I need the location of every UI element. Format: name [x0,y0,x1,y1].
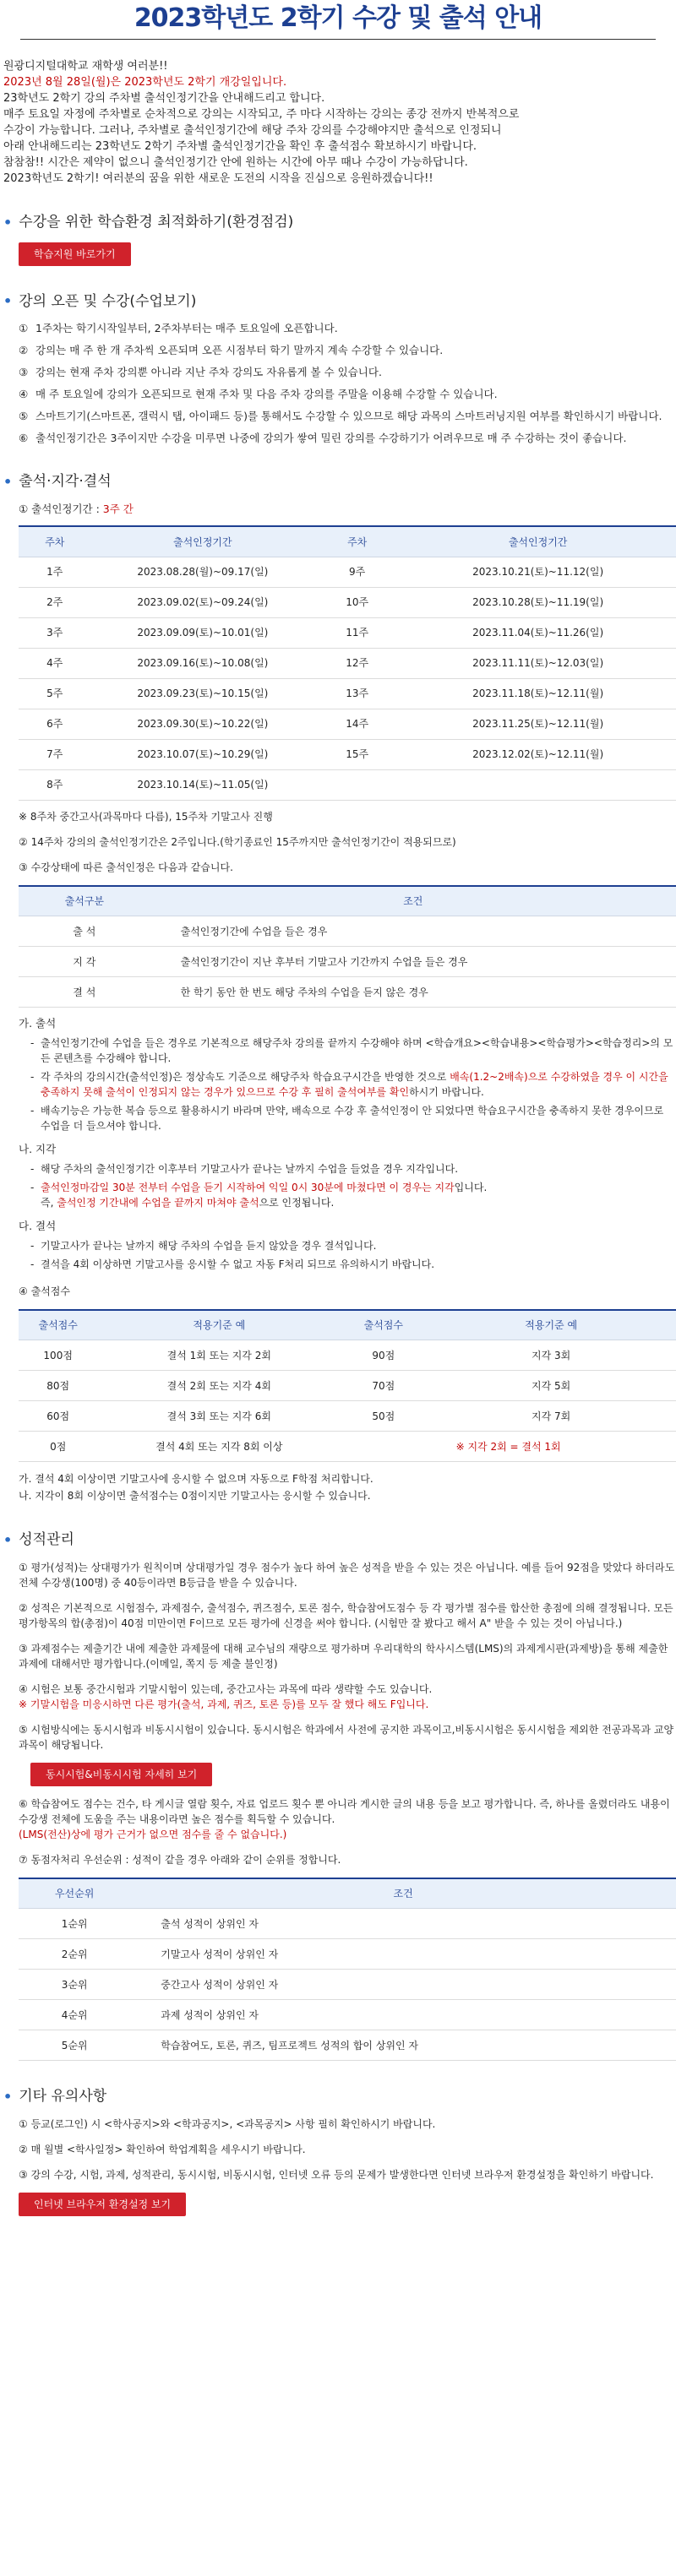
table-header: 출석인정기간 [400,526,676,557]
attendance-head: 가. 출석 [19,1017,57,1030]
table-cell: 2023.11.11(토)~12.03(일) [400,648,676,678]
notice-item: ① 등교(로그인) 시 <학사공지>와 <학과공지>, <과목공지> 사항 필히 확인하시기 바랍니다. [19,2117,436,2130]
score-note: 가. 결석 4회 이상이면 기말고사에 응시할 수 없으며 자동으로 F학점 처리합니다. [19,1473,373,1485]
table-row [19,916,676,947]
table-cell: 11주 [314,617,400,648]
table-cell: 7주 [19,739,91,769]
grade-item: ⑥ 학습참여도 점수는 건수, 타 게시글 열람 횟수, 자료 업로드 횟수 뿐 아니라 게시한 글의 내용 등을 보고 평가합니다. 즉, 하나를 올렸더라도 내용이 수강생 전체에 도움을 주는 내용이라면 높은 점수를 획득할 수 있습니다. (LMS(전산)상에 평가 근거가 없으면 점수를 줄 수 없습니다.) [19,1797,670,1840]
table-cell: 출석인정기간에 수업을 들은 경우 [150,916,676,947]
grade-item: ① 평가(성적)는 상대평가가 원칙이며 상대평가일 경우 점수가 높다 하여 높은 성적을 받을 수 있는 것은 아닙니다. 예를 들어 92점을 맞았다 하더라도 전체 수강생(100명) 중 40등이라면 B등급을 받을 수 있습니다. [19,1561,675,1589]
table-cell: 2023.09.02(토)~09.24(일) [91,587,315,617]
bullet-icon: • [3,1531,13,1548]
table-cell: 3순위 [19,1970,130,2000]
table-cell: 출석 성적이 상위인 자 [130,1909,676,1939]
table-row [19,1970,676,2000]
table-cell: 결 석 [19,977,150,1008]
table-row [19,648,676,678]
attendance-rule: - 각 주차의 강의시간(출석인정)은 정상속도 기준으로 해당주차 학습요구시간을 반영한 것으로 배속(1.2~2배속)으로 수강하였을 경우 이 시간을 충족하지 못해 출석이 인정되지 않는 경우가 있으므로 수강 후 필히 출석여부를 확인하시기 바랍니다. [30,1071,668,1098]
table-cell: 2주 [19,587,91,617]
late-rule: - 출석인정마감일 30분 전부터 수업을 듣기 시작하여 익일 0시 30분에 마쳤다면 이 경우는 지각입니다. 즉, 출석인정 기간내에 수업을 끝까지 마쳐야 출석으로 인정됩니다. [30,1181,488,1209]
section-title-text: 기타 유의사항 [19,2088,107,2105]
section-title [0,1530,676,1552]
table-cell: 10주 [314,587,400,617]
table-cell: 1순위 [19,1909,130,1939]
section-title [0,291,676,313]
section-lecture-open [0,291,676,447]
intro-line: 아래 안내해드리는 23학년도 2학기 주차별 출석인정기간을 확인 후 출석점수 확보하시기 바랍니다. [3,140,477,153]
table-cell [400,769,676,800]
section-title-text: 강의 오픈 및 수강(수업보기) [19,292,197,310]
table-cell: 과제 성적이 상위인 자 [130,2000,676,2030]
score-label: ④ 출석점수 [19,1285,70,1297]
lecture-open-list [19,321,676,446]
table-cell: 중간고사 성적이 상위인 자 [130,1970,676,2000]
table-row [19,1909,676,1939]
table-header: 우선순위 [19,1878,130,1909]
bullet-icon: • [3,2088,13,2105]
list-item: ② 강의는 매 주 한 개 주차씩 오픈되며 오픈 시점부터 학기 말까지 계속 수강할 수 있습니다. [19,344,444,356]
table-header: 조건 [150,886,676,916]
table-cell: 80점 [19,1371,97,1401]
table-cell: 2023.12.02(토)~12.11(월) [400,739,676,769]
bullet-icon: • [3,214,13,231]
section-environment [0,212,676,266]
intro-line: 원광디지털대학교 재학생 여러분!! [3,60,168,73]
attendance-score-table [19,1309,676,1463]
table-row [19,1371,676,1401]
table-row [19,769,676,800]
bullet-icon: • [3,473,13,490]
section-title-text: 성적관리 [19,1531,74,1548]
table-cell: 9주 [314,557,400,587]
status-note: ③ 수강상태에 따른 출석인정은 다음과 같습니다. [19,861,233,873]
table-row [19,709,676,739]
table-header: 적용기준 예 [426,1310,676,1340]
section-attendance [0,471,676,1504]
table-cell: 8주 [19,769,91,800]
bullet-icon: • [3,293,13,310]
intro-line: 2023년 8월 28일(월)은 2023학년도 2학기 개강일입니다. [3,76,287,89]
table-cell: 60점 [19,1401,97,1432]
intro-line: 매주 토요일 자정에 주차별로 순차적으로 강의는 시작되고, 주 마다 시작하는 강의는 종강 전까지 반복적으로 [3,108,520,121]
table-cell: 결석 4회 또는 지각 8회 이상 [97,1432,341,1462]
attendance-rule: - 출석인정기간에 수업을 들은 경우로 기본적으로 해당주차 강의를 끝까지 수강해야 하며 <학습개요><학습내용><학습평가><학습정리>의 모든 콘텐츠를 수강해야 합니다. [30,1037,673,1064]
section-grades [0,1530,676,2061]
title-banner [20,0,656,40]
table-cell: 결석 3회 또는 지각 6회 [97,1401,341,1432]
table-cell: 2023.10.07(토)~10.29(일) [91,739,315,769]
table-cell: 2023.08.28(월)~09.17(일) [91,557,315,587]
table-row [19,2000,676,2030]
table-header: 출석인정기간 [91,526,315,557]
browser-settings-button[interactable]: 인터넷 브라우저 환경설정 보기 [19,2193,186,2216]
intro-line: 23학년도 2학기 강의 주차별 출석인정기간을 안내해드리고 합니다. [3,92,325,105]
grade-item: ② 성적은 기본적으로 시험점수, 과제점수, 출석점수, 퀴즈점수, 토론 점수, 학습참여도점수 등 각 평가별 점수를 합산한 총점에 의해 결정됩니다. 모든 평가항목의 합(총점)이 40점 미만이면 F이므로 모든 평가에 신경을 써야 합니다. (시험만 잘 봤다고 해서 A" 받을 수 있는 것이 아닙니다.) [19,1601,673,1629]
late-head: 나. 지각 [19,1143,57,1155]
absence-head: 다. 결석 [19,1219,57,1232]
table-header: 주차 [314,526,400,557]
list-item: ④ 매 주 토요일에 강의가 오픈되므로 현재 주차 및 다음 주차 강의를 주말을 이용해 수강할 수 있습니다. [19,388,498,400]
grade-item: ⑤ 시험방식에는 동시시험과 비동시시험이 있습니다. 동시시험은 학과에서 사전에 공지한 과목이고,비동시시험은 동시시험을 제외한 전공과목과 교양과목이 해당됩니다. [19,1723,674,1751]
table-cell: 5주 [19,678,91,709]
table-cell: 2023.09.09(토)~10.01(일) [91,617,315,648]
table-cell: 지 각 [19,947,150,977]
list-item: ③ 강의는 현재 주차 강의뿐 아니라 지난 주차 강의도 자유롭게 볼 수 있습니다. [19,366,382,378]
table-cell: 결석 1회 또는 지각 2회 [97,1340,341,1371]
list-item: ① 1주차는 학기시작일부터, 2주차부터는 매주 토요일에 오픈합니다. [19,322,338,334]
section-notes [0,2086,676,2216]
table-cell: 0점 [19,1432,97,1462]
table-cell: 2023.09.23(토)~10.15(일) [91,678,315,709]
table-header: 적용기준 예 [97,1310,341,1340]
table-row [19,947,676,977]
table-cell: 2023.11.04(토)~11.26(일) [400,617,676,648]
table-cell: 100점 [19,1340,97,1371]
week-table [19,525,676,801]
table-row [19,2030,676,2061]
late-rule: - 해당 주차의 출석인정기간 이후부터 기말고사가 끝나는 날까지 수업을 들었을 경우 지각입니다. [30,1162,459,1175]
table-cell: 15주 [314,739,400,769]
table-cell: 70점 [341,1371,426,1401]
list-item: ⑥ 출석인정기간은 3주이지만 수강을 미루면 나중에 강의가 쌓여 밀린 강의를 수강하기가 어려우므로 매 주 수강하는 것이 좋습니다. [19,432,627,444]
table-cell: 2순위 [19,1939,130,1970]
absence-rule: - 결석을 4회 이상하면 기말고사를 응시할 수 없고 자동 F처리 되므로 유의하시기 바랍니다. [30,1258,435,1270]
table-cell: 13주 [314,678,400,709]
table-cell: 2023.10.14(토)~11.05(일) [91,769,315,800]
table-header: 조건 [130,1878,676,1909]
attendance-rule: - 배속기능은 가능한 복습 등으로 활용하시기 바라며 만약, 배속으로 수강 후 출석인정이 안 되었다면 학습요구시간을 충족하지 못한 경우이므로 수업을 더 들으셔야 합니다. [30,1105,664,1132]
table-cell: 결석 2회 또는 지각 4회 [97,1371,341,1401]
table-cell: 2023.09.16(토)~10.08(일) [91,648,315,678]
list-item: ⑤ 스마트기기(스마트폰, 갤럭시 탭, 아이패드 등)를 통해서도 수강할 수 있으므로 해당 과목의 스마트러닝지원 여부를 확인하시기 바랍니다. [19,410,662,422]
intro-line: 수강이 가능합니다. 그러나, 주차별로 출석인정기간에 해당 주차 강의를 수강해야지만 출석으로 인정되니 [3,124,502,137]
grade-item: ④ 시험은 보통 중간시험과 기말시험이 있는데, 중간고사는 과목에 따라 생략할 수도 있습니다. ※ 기말시험을 미응시하면 다른 평가(출석, 과제, 퀴즈, 토론 등)를 모두 잘 했다 해도 F입니다. [19,1682,433,1710]
table-row [19,1432,676,1462]
table-row [19,739,676,769]
table-cell: 한 학기 동안 한 번도 해당 주차의 수업을 듣지 않은 경우 [150,977,676,1008]
grade-item: ⑦ 동점자처리 우선순위 : 성적이 같을 경우 아래와 같이 순위를 정합니다. [19,1853,341,1866]
table-cell: 90점 [341,1340,426,1371]
table-row [19,977,676,1008]
table-cell [314,769,400,800]
table-row [19,1340,676,1371]
table-row [19,617,676,648]
table-cell: 출 석 [19,916,150,947]
table-cell: 4순위 [19,2000,130,2030]
exam-note: ※ 8주차 중간고사(과목마다 다름), 15주차 기말고사 진행 [19,810,273,823]
grade-item: ③ 과제점수는 제출기간 내에 제출한 과제물에 대해 교수님의 재량으로 평가하며 우리대학의 학사시스템(LMS)의 과제게시판(과제방)을 통해 제출한 과제에 대해서만 평가합니다.(이메일, 쪽지 등 제출 불인정) [19,1642,668,1670]
table-header: 주차 [19,526,91,557]
table-header: 출석구분 [19,886,150,916]
intro-text [0,40,676,187]
week14-note: ② 14주차 강의의 출석인정기간은 2주입니다.(학기종료인 15주까지만 출석인정기간이 적용되므로) [19,835,456,848]
table-cell: ※ 지각 2회 = 결석 1회 [341,1432,676,1462]
exam-detail-button[interactable]: 동시시험&비동시시험 자세히 보기 [30,1763,212,1786]
table-cell: 1주 [19,557,91,587]
table-cell: 4주 [19,648,91,678]
table-cell: 12주 [314,648,400,678]
absence-rule: - 기말고사가 끝나는 날까지 해당 주차의 수업을 듣지 않았을 경우 결석입니다. [30,1239,377,1252]
score-notes [19,1470,676,1504]
table-header: 출석점수 [19,1310,97,1340]
table-cell: 2023.11.18(토)~12.11(월) [400,678,676,709]
score-note: 나. 지각이 8회 이상이면 출석점수는 0점이지만 기말고사는 응시할 수 있습니다. [19,1490,371,1502]
table-row [19,557,676,587]
section-title [0,471,676,493]
learning-support-button[interactable]: 학습지원 바로가기 [19,242,131,266]
table-cell: 3주 [19,617,91,648]
table-cell: 50점 [341,1401,426,1432]
page-title: 2023학년도 2학기 수강 및 출석 안내 [134,3,542,33]
intro-line: 참참참!! 시간은 제약이 없으니 출석인정기간 안에 원하는 시간에 아무 때나 수강이 가능하답니다. [3,156,468,169]
section-title-text: 출석·지각·결석 [19,473,112,490]
notice-item: ② 매 월별 <학사일정> 확인하여 학업계획을 세우시기 바랍니다. [19,2143,306,2155]
table-row [19,678,676,709]
table-header: 출석점수 [341,1310,426,1340]
table-cell: 2023.10.21(토)~11.12(일) [400,557,676,587]
attendance-period-label: ① 출석인정기간 : 3주 간 [19,502,134,515]
table-cell: 14주 [314,709,400,739]
table-cell: 2023.11.25(토)~12.11(월) [400,709,676,739]
attendance-status-table [19,885,676,1008]
table-cell: 2023.09.30(토)~10.22(일) [91,709,315,739]
table-row [19,587,676,617]
table-cell: 지각 3회 [426,1340,676,1371]
notice-item: ③ 강의 수강, 시험, 과제, 성적관리, 동시시험, 비동시시험, 인터넷 오류 등의 문제가 발생한다면 인터넷 브라우저 환경설정을 확인하기 바랍니다. [19,2168,654,2181]
table-cell: 지각 5회 [426,1371,676,1401]
table-cell: 지각 7회 [426,1401,676,1432]
section-title [0,212,676,234]
tie-rank-table [19,1878,676,2062]
section-title [0,2086,676,2108]
table-cell: 5순위 [19,2030,130,2061]
table-cell: 2023.10.28(토)~11.19(일) [400,587,676,617]
table-cell: 출석인정기간이 지난 후부터 기말고사 기간까지 수업을 들은 경우 [150,947,676,977]
table-cell: 6주 [19,709,91,739]
intro-line: 2023학년도 2학기! 여러분의 꿈을 위한 새로운 도전의 시작을 진심으로 응원하겠습니다!! [3,172,433,185]
table-cell: 기말고사 성적이 상위인 자 [130,1939,676,1970]
table-row [19,1939,676,1970]
table-cell: 학습참여도, 토론, 퀴즈, 팀프로젝트 성적의 합이 상위인 자 [130,2030,676,2061]
table-row [19,1401,676,1432]
section-title-text: 수강을 위한 학습환경 최적화하기(환경점검) [19,214,294,231]
